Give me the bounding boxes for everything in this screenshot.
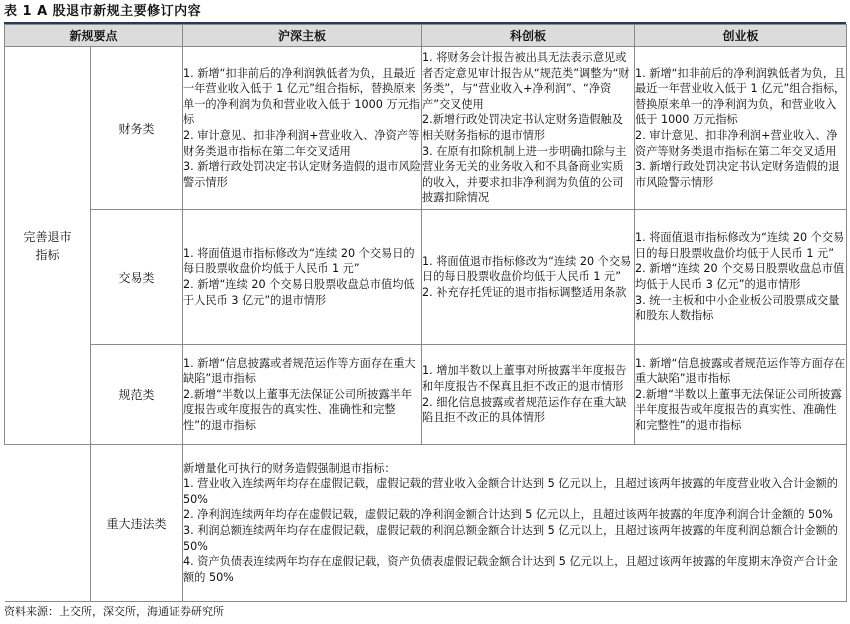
rule-item: 2. 审计意见、扣非净利润+营业收入、净资产等财务类退市指标在第二年交叉适用 <box>183 129 420 158</box>
main-category-cell <box>5 47 91 445</box>
category-cell: 财务类 <box>91 47 183 210</box>
sh-sz-main-cell <box>183 345 422 445</box>
star-board-cell <box>422 345 635 445</box>
header-key-points: 新规要点 <box>5 25 183 47</box>
rule-item: 3. 统一主板和中小企业板公司股票成交量和股东人数指标 <box>635 293 840 323</box>
table-title: 表 1 A 股退市新规主要修订内容 <box>4 4 202 19</box>
delisting-rules-table <box>4 24 847 602</box>
rule-item: 3. 新增行政处罚决定书认定财务造假的退市风险警示情形 <box>183 160 421 189</box>
rule-item: 2. 新增“连续 20 个交易日股票收盘总市值均低于人民币 3 亿元”的退市情形 <box>635 262 845 291</box>
star-board-cell <box>422 47 635 210</box>
sh-sz-main-cell <box>183 210 422 345</box>
source-note: 资料来源：上交所，深交所，海通证券研究所 <box>4 605 224 618</box>
rule-item: 2. 补充存托凭证的退市指标调整适用条款 <box>422 285 627 299</box>
major-violation-cell <box>183 445 847 602</box>
rule-item: 1. 将面值退市指标修改为“连续 20 个交易日的每日股票收盘价均低于人民币 1 元” <box>422 254 632 284</box>
rule-item: 3. 在原有扣除机制上进一步明确扣除与主营业务无关的业务收入和不具备商业实质的收入，并要求扣非净利润为负值的公司披露扣除情况 <box>422 144 627 205</box>
rule-item: 2. 细化信息披露或者规范运作存在重大缺陷且拒不改正的具体情形 <box>422 395 627 425</box>
rule-item: 1. 营业收入连续两年均存在虚假记载，虚假记载的营业收入金额合计达到 5 亿元以上，且超过该两年披露的年度营业收入合计金额的 50% <box>183 477 838 506</box>
table-row <box>5 445 847 602</box>
rule-item: 1. 将面值退市指标修改为“连续 20 个交易日的每日股票收盘价均低于人民币 1 元” <box>635 231 845 260</box>
rule-item: 1. 新增“扣非前后的净利润孰低者为负，且最近一年营业收入低于 1 亿元”组合指标，替换原来单一的净利润为负和营业收入低于 1000 万元指标 <box>183 66 420 127</box>
table-row <box>5 47 847 210</box>
rule-item: 1. 新增“信息披露或者规范运作等方面存在重大缺陷”退市指标 <box>635 356 846 386</box>
table-header-row <box>5 25 847 47</box>
category-cell: 重大违法类 <box>91 445 183 602</box>
rule-item: 2. 新增“连续 20 个交易日股票收盘总市值均低于人民币 3 亿元”的退市情形 <box>183 278 415 307</box>
rule-item: 2.新增“半数以上董事无法保证公司所披露半年度报告或年度报告的真实性、准确性和完整性”的退市指标 <box>183 387 413 432</box>
rule-item: 2.新增“半数以上董事无法保证公司所披露半年度报告或年度报告的真实性、准确性和完整性”的退市指标 <box>635 387 842 432</box>
category-cell: 交易类 <box>91 210 183 345</box>
rule-item: 1. 将面值退市指标修改为“连续 20 个交易日的每日股票收盘价均低于人民币 1 元” <box>183 246 415 276</box>
rule-item: 1. 新增“扣非前后的净利润孰低者为负，且最近一年营业收入低于 1 亿元”组合指标，替换原来单一的净利润为负，和营业收入低于 1000 万元指标 <box>635 66 846 127</box>
header-sh-sz-main: 沪深主板 <box>183 25 422 47</box>
category-cell: 规范类 <box>91 345 183 445</box>
rule-item: 2. 审计意见、扣非净利润+营业收入、净资产等财务类退市指标在第二年交叉适用 <box>635 129 838 158</box>
main-category-label: 完善退市指标 <box>23 229 72 262</box>
rule-item: 2.新增行政处罚决定书认定财务造假触及相关财务指标的退市情形 <box>422 113 623 142</box>
table-row <box>5 345 847 445</box>
header-star-board: 科创板 <box>422 25 635 47</box>
chinext-cell <box>635 47 847 210</box>
rule-item: 4. 资产负债表连续两年均存在虚假记载，资产负债表虚假记载金额合计达到 5 亿元以上，且超过该两年披露的年度期末净资产合计金额的 50% <box>183 555 838 584</box>
rule-item: 3. 利润总额连续两年均存在虚假记载，虚假记载的利润总额金额合计达到 5 亿元以上，且超过该两年披露的年度利润总额合计金额的 50% <box>183 524 838 553</box>
star-board-cell <box>422 210 635 345</box>
chinext-cell <box>635 210 847 345</box>
chinext-cell <box>635 345 847 445</box>
header-chinext: 创业板 <box>635 25 847 47</box>
table-row <box>5 210 847 345</box>
sh-sz-main-cell <box>183 47 422 210</box>
rule-item: 1. 将财务会计报告被出具无法表示意见或者否定意见审计报告从“规范类”调整为“财务类”，与“营业收入+净利润”、“净资产”交叉使用 <box>422 51 630 111</box>
rule-item: 2. 净利润连续两年均存在虚假记载，虚假记载的净利润金额合计达到 5 亿元以上，且超过该两年披露的年度净利润合计金额的 50% <box>183 508 833 522</box>
rule-item: 1. 增加半数以上董事对所披露半年度报告和年度报告不保真且拒不改正的退市情形 <box>422 364 627 393</box>
empty-cell <box>5 445 91 602</box>
rule-item: 3. 新增行政处罚决定书认定财务造假的退市风险警示情形 <box>635 160 840 189</box>
rule-item: 1. 新增“信息披露或者规范运作等方面存在重大缺陷”退市指标 <box>183 356 416 386</box>
major-violation-intro: 新增量化可执行的财务造假强制退市指标： <box>183 461 396 475</box>
